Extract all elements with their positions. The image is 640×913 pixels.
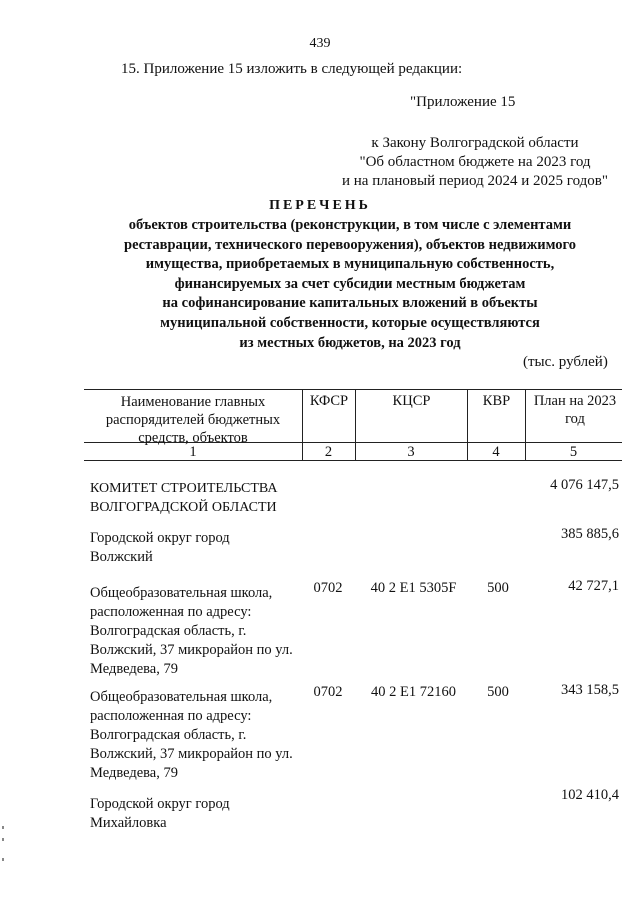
row-name: Общеобразовательная школа, расположенная по адресу: Волгоградская область, г. Волжский, 37 микрорайон по ул. Медведева, 79 (90, 689, 293, 781)
column-number: 5 (569, 444, 578, 460)
subtitle-line: на софинансирование капитальных вложений в объекты (162, 295, 538, 312)
scan-speck (2, 826, 4, 829)
subtitle-line: из местных бюджетов, на 2023 год (239, 334, 461, 351)
subtitle-line: реставрации, технического перевооружения), объектов недвижимого (124, 236, 576, 253)
header-kcsr: КЦСР (392, 393, 431, 409)
header-kvr: КВР (482, 393, 511, 409)
scan-speck (2, 838, 4, 841)
row-name: Городской округ город Михайловка (90, 796, 230, 831)
row-name: КОМИТЕТ СТРОИТЕЛЬСТВА ВОЛГОГРАДСКОЙ ОБЛАСТИ (90, 481, 278, 515)
subtitle-line: объектов строительства (реконструкции, в том числе с элементами (128, 217, 572, 233)
header-name: Наименование главных распорядителей бюджетных средств, объектов (105, 394, 281, 446)
row-kfsr: 0702 (313, 580, 343, 596)
document-title: ПЕРЕЧЕНЬ (269, 198, 371, 213)
row-kvr: 500 (487, 684, 509, 700)
subtitle-line: муниципальной собственности, которые осуществляются (160, 314, 540, 331)
document-subtitle (90, 216, 610, 353)
law-reference-line: к Закону Волгоградской области (371, 135, 579, 151)
row-name: Городской округ город Волжский (90, 530, 230, 565)
row-plan: 102 410,4 (561, 787, 619, 803)
subtitle-line: финансируемых за счет субсидии местным бюджетам (174, 275, 526, 292)
law-reference-line: и на плановый период 2024 и 2025 годов" (342, 173, 608, 189)
row-plan: 385 885,6 (561, 526, 619, 542)
header-kfsr: КФСР (309, 393, 349, 409)
row-plan: 42 727,1 (568, 578, 619, 594)
row-name: Общеобразовательная школа, расположенная по адресу: Волгоградская область, г. Волжский, 37 микрорайон по ул. Медведева, 79 (90, 585, 293, 677)
row-kcsr: 40 2 E1 72160 (371, 684, 456, 700)
row-plan: 343 158,5 (561, 682, 619, 698)
row-kcsr: 40 2 E1 5305F (370, 580, 457, 596)
header-plan: План на 2023 год (533, 393, 617, 427)
law-reference (340, 134, 610, 191)
amendment-instruction: 15. Приложение 15 изложить в следующей редакции: (121, 61, 463, 77)
scan-speck (2, 858, 4, 861)
table-top-border (84, 389, 622, 390)
subtitle-line: имущества, приобретаемых в муниципальную собственность, (145, 256, 555, 273)
appendix-label: "Приложение 15 (410, 94, 516, 110)
column-number: 2 (324, 444, 333, 460)
row-plan: 4 076 147,5 (550, 477, 619, 493)
page-number: 439 (309, 36, 331, 51)
row-kfsr: 0702 (313, 684, 343, 700)
row-kvr: 500 (487, 580, 509, 596)
column-number: 3 (407, 444, 415, 460)
column-number: 1 (189, 444, 197, 460)
units-label: (тыс. рублей) (523, 354, 608, 370)
column-number: 4 (492, 444, 500, 460)
law-reference-line: "Об областном бюджете на 2023 год (359, 154, 591, 170)
